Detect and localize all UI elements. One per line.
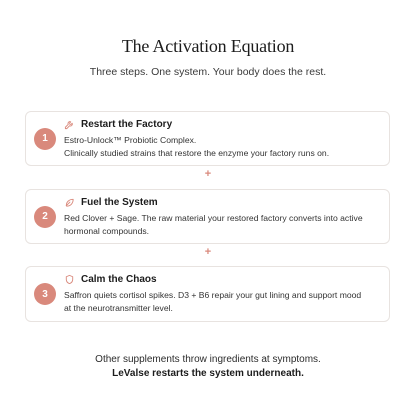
step-title: Calm the Chaos: [81, 274, 157, 285]
step-card-1: [25, 111, 390, 166]
footer-brand-line: LeValse restarts the system underneath.: [112, 368, 304, 379]
step-number-badge: 3: [34, 283, 56, 305]
step-title: Fuel the System: [81, 197, 158, 208]
step-description-line: at the neurotransmitter level.: [64, 302, 173, 313]
page-title: The Activation Equation: [121, 36, 295, 56]
footer-statement: [0, 353, 416, 381]
shield-icon: [64, 274, 75, 285]
step-description: [64, 289, 381, 314]
step-card-2: [25, 189, 390, 244]
step-card-3: [25, 266, 390, 322]
step-description-line: hormonal compounds.: [64, 225, 150, 236]
footer-line: Other supplements throw ingredients at symptoms.: [95, 354, 321, 365]
step-number-badge: 2: [34, 206, 56, 228]
wrench-icon: [64, 119, 75, 130]
page-subtitle: Three steps. One system. Your body does the rest.: [89, 66, 327, 78]
leaf-icon: [64, 197, 75, 208]
step-description: [64, 212, 381, 237]
plus-separator: +: [204, 168, 212, 180]
plus-separator: +: [204, 246, 212, 258]
step-title: Restart the Factory: [81, 119, 173, 130]
step-description-line: Saffron quiets cortisol spikes. D3 + B6 repair your gut lining and support mood: [64, 290, 362, 300]
step-description: [64, 134, 381, 159]
step-number-badge: 1: [34, 128, 56, 150]
step-description-line: Estro-Unlock™ Probiotic Complex.: [64, 135, 197, 145]
step-description-line: Red Clover + Sage. The raw material your restored factory converts into active: [64, 213, 363, 223]
step-description-line: Clinically studied strains that restore the enzyme your factory runs on.: [64, 147, 330, 158]
